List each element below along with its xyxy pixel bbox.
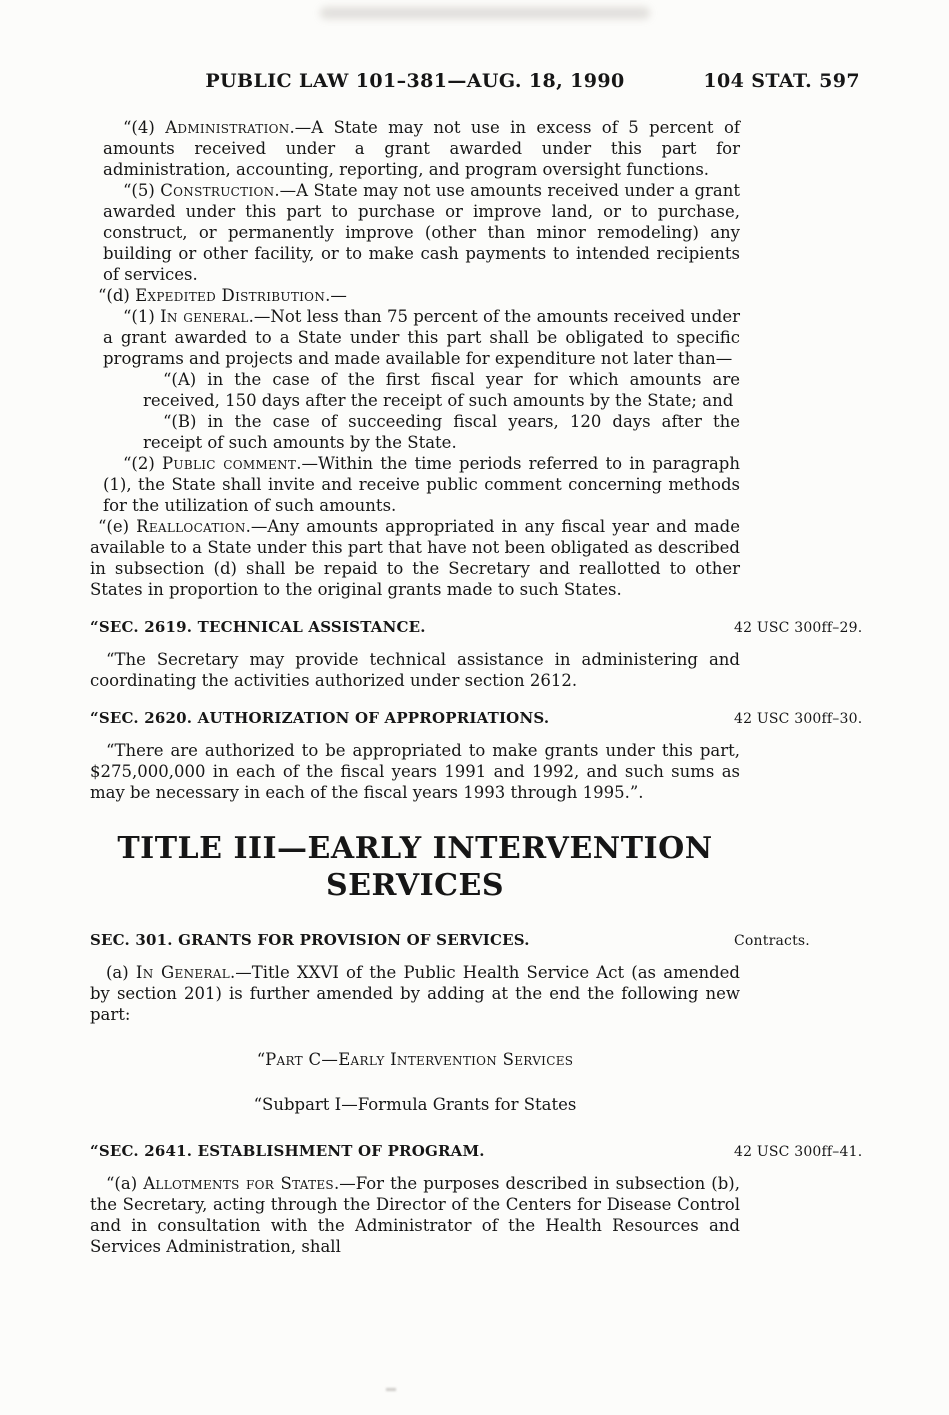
para-smallcaps-label: Public comment — [162, 454, 297, 473]
para-prefix: “(4) — [123, 118, 166, 137]
para-prefix: “(1) — [123, 307, 161, 326]
part-c-smallcaps-text: Part C—Early Intervention Services — [265, 1050, 574, 1069]
statute-subsection-e-reallocation — [90, 516, 740, 600]
running-header — [90, 70, 860, 96]
section-body-301-in-general — [90, 962, 740, 1025]
para-prefix: “ — [106, 650, 115, 669]
margin-note-usc-300ff-41: 42 USC 300ff–41. — [734, 1144, 863, 1160]
para-text: There are authorized to be appropriated to make grants under this part, $275,000,000 in each of the fiscal years 1991 and 1992, and such sums as may be necessary in each of the fiscal years 1993 through 1995.”. — [90, 741, 740, 802]
section-heading-row-2641 — [90, 1141, 863, 1162]
subpart-i-text: Subpart I—Formula Grants for States — [262, 1095, 577, 1114]
section-body-2619 — [90, 649, 740, 691]
scan-bleedthrough-smudge — [320, 7, 650, 19]
para-prefix: “ — [256, 1050, 266, 1069]
para-text: .—Any amounts appropriated in any fiscal year and made available to a State under this part that have not been obligated as described in subsection (d) shall be repaid to the Secretary and reallotted to other States in proportion to the original grants made to such States. — [90, 517, 740, 599]
para-smallcaps-label: Construction — [160, 181, 275, 200]
section-heading-301: SEC. 301. GRANTS FOR PROVISION OF SERVICES. — [90, 931, 530, 949]
para-prefix: “(B) — [163, 412, 208, 431]
para-smallcaps-label: In general — [160, 307, 249, 326]
subpart-i-heading — [90, 1094, 740, 1115]
statute-paragraph-1-in-general — [103, 306, 740, 369]
section-heading-2619: “SEC. 2619. TECHNICAL ASSISTANCE. — [90, 618, 426, 636]
para-text: .—A State may not use amounts received under a grant awarded under this part to purchase or improve land, or to purchase, construct, or permanently improve (other than minor remodeling) any building or other facility, or to make cash payments to intended recipients of services. — [103, 181, 740, 284]
para-smallcaps-label: Expedited Distribution — [135, 286, 326, 305]
statutes-at-large-page: 104 STAT. 597 — [703, 70, 860, 92]
para-text: .—For the purposes described in subsection (b), the Secretary, acting through the Director of the Centers for Disease Control and in consultation with the Administrator of the Health Resources and Services Administration, shall — [90, 1174, 740, 1256]
para-text: .—Not less than 75 percent of the amounts received under a grant awarded to a State under this part shall be obligated to specific programs and projects and made available for expenditure not later than— — [103, 307, 740, 368]
para-text: .—Title XXVI of the Public Health Service Act (as amended by section 201) is further amended by adding at the end the following new part: — [90, 963, 740, 1024]
para-prefix: “ — [106, 741, 115, 760]
statute-subparagraph-A — [143, 369, 740, 411]
para-prefix: “ — [253, 1095, 263, 1114]
scan-speck-artifact — [386, 1388, 396, 1391]
title-line-1: TITLE III—EARLY INTERVENTION — [117, 831, 713, 866]
title-line-2: SERVICES — [325, 868, 505, 903]
para-prefix: “(e) — [98, 517, 137, 536]
para-text: The Secretary may provide technical assistance in administering and coordinating the activities authorized under section 2612. — [90, 650, 740, 690]
margin-note-usc-300ff-29: 42 USC 300ff–29. — [734, 620, 863, 636]
part-c-heading — [90, 1049, 740, 1070]
section-heading-row-2619 — [90, 617, 863, 638]
section-heading-2641: “SEC. 2641. ESTABLISHMENT OF PROGRAM. — [90, 1142, 485, 1160]
section-body-2641-allotments — [90, 1173, 740, 1257]
para-text: .— — [325, 286, 347, 305]
para-prefix: “(2) — [123, 454, 163, 473]
statute-paragraph-5-construction — [103, 180, 740, 285]
section-heading-row-2620 — [90, 708, 863, 729]
section-heading-2620: “SEC. 2620. AUTHORIZATION OF APPROPRIATIONS. — [90, 709, 550, 727]
margin-note-usc-300ff-30: 42 USC 300ff–30. — [734, 711, 863, 727]
para-text: .—Within the time periods referred to in paragraph (1), the State shall invite and receive public comment concerning methods for the utilization of such amounts. — [103, 454, 740, 515]
statute-paragraph-4-administration — [103, 117, 740, 180]
statute-subsection-d-expedited-distribution — [90, 285, 740, 306]
statute-subparagraph-B — [143, 411, 740, 453]
para-smallcaps-label: Administration — [165, 118, 290, 137]
para-text: in the case of the first fiscal year for which amounts are received, 150 days after the receipt of such amounts by the State; and — [143, 370, 740, 410]
statute-paragraph-2-public-comment — [103, 453, 740, 516]
para-smallcaps-label: Allotments for States — [143, 1174, 334, 1193]
section-heading-row-301 — [90, 930, 810, 951]
margin-note-contracts: Contracts. — [734, 933, 810, 949]
statute-text-column — [90, 117, 863, 1257]
para-prefix: “(A) — [163, 370, 208, 389]
para-prefix: “(a) — [106, 1174, 144, 1193]
para-smallcaps-label: In General — [135, 963, 231, 982]
para-prefix: “(5) — [123, 181, 161, 200]
para-text: .—A State may not use in excess of 5 percent of amounts received under a grant awarded under this part for administration, accounting, reporting, and program oversight functions. — [103, 118, 740, 179]
para-smallcaps-label: Reallocation — [136, 517, 246, 536]
para-prefix: (a) — [106, 963, 136, 982]
section-body-2620 — [90, 740, 740, 803]
para-text: in the case of succeeding fiscal years, 120 days after the receipt of such amounts by the State. — [143, 412, 740, 452]
public-law-heading: PUBLIC LAW 101–381—AUG. 18, 1990 — [205, 70, 625, 92]
para-prefix: “(d) — [98, 286, 136, 305]
title-iii-heading — [90, 830, 740, 904]
